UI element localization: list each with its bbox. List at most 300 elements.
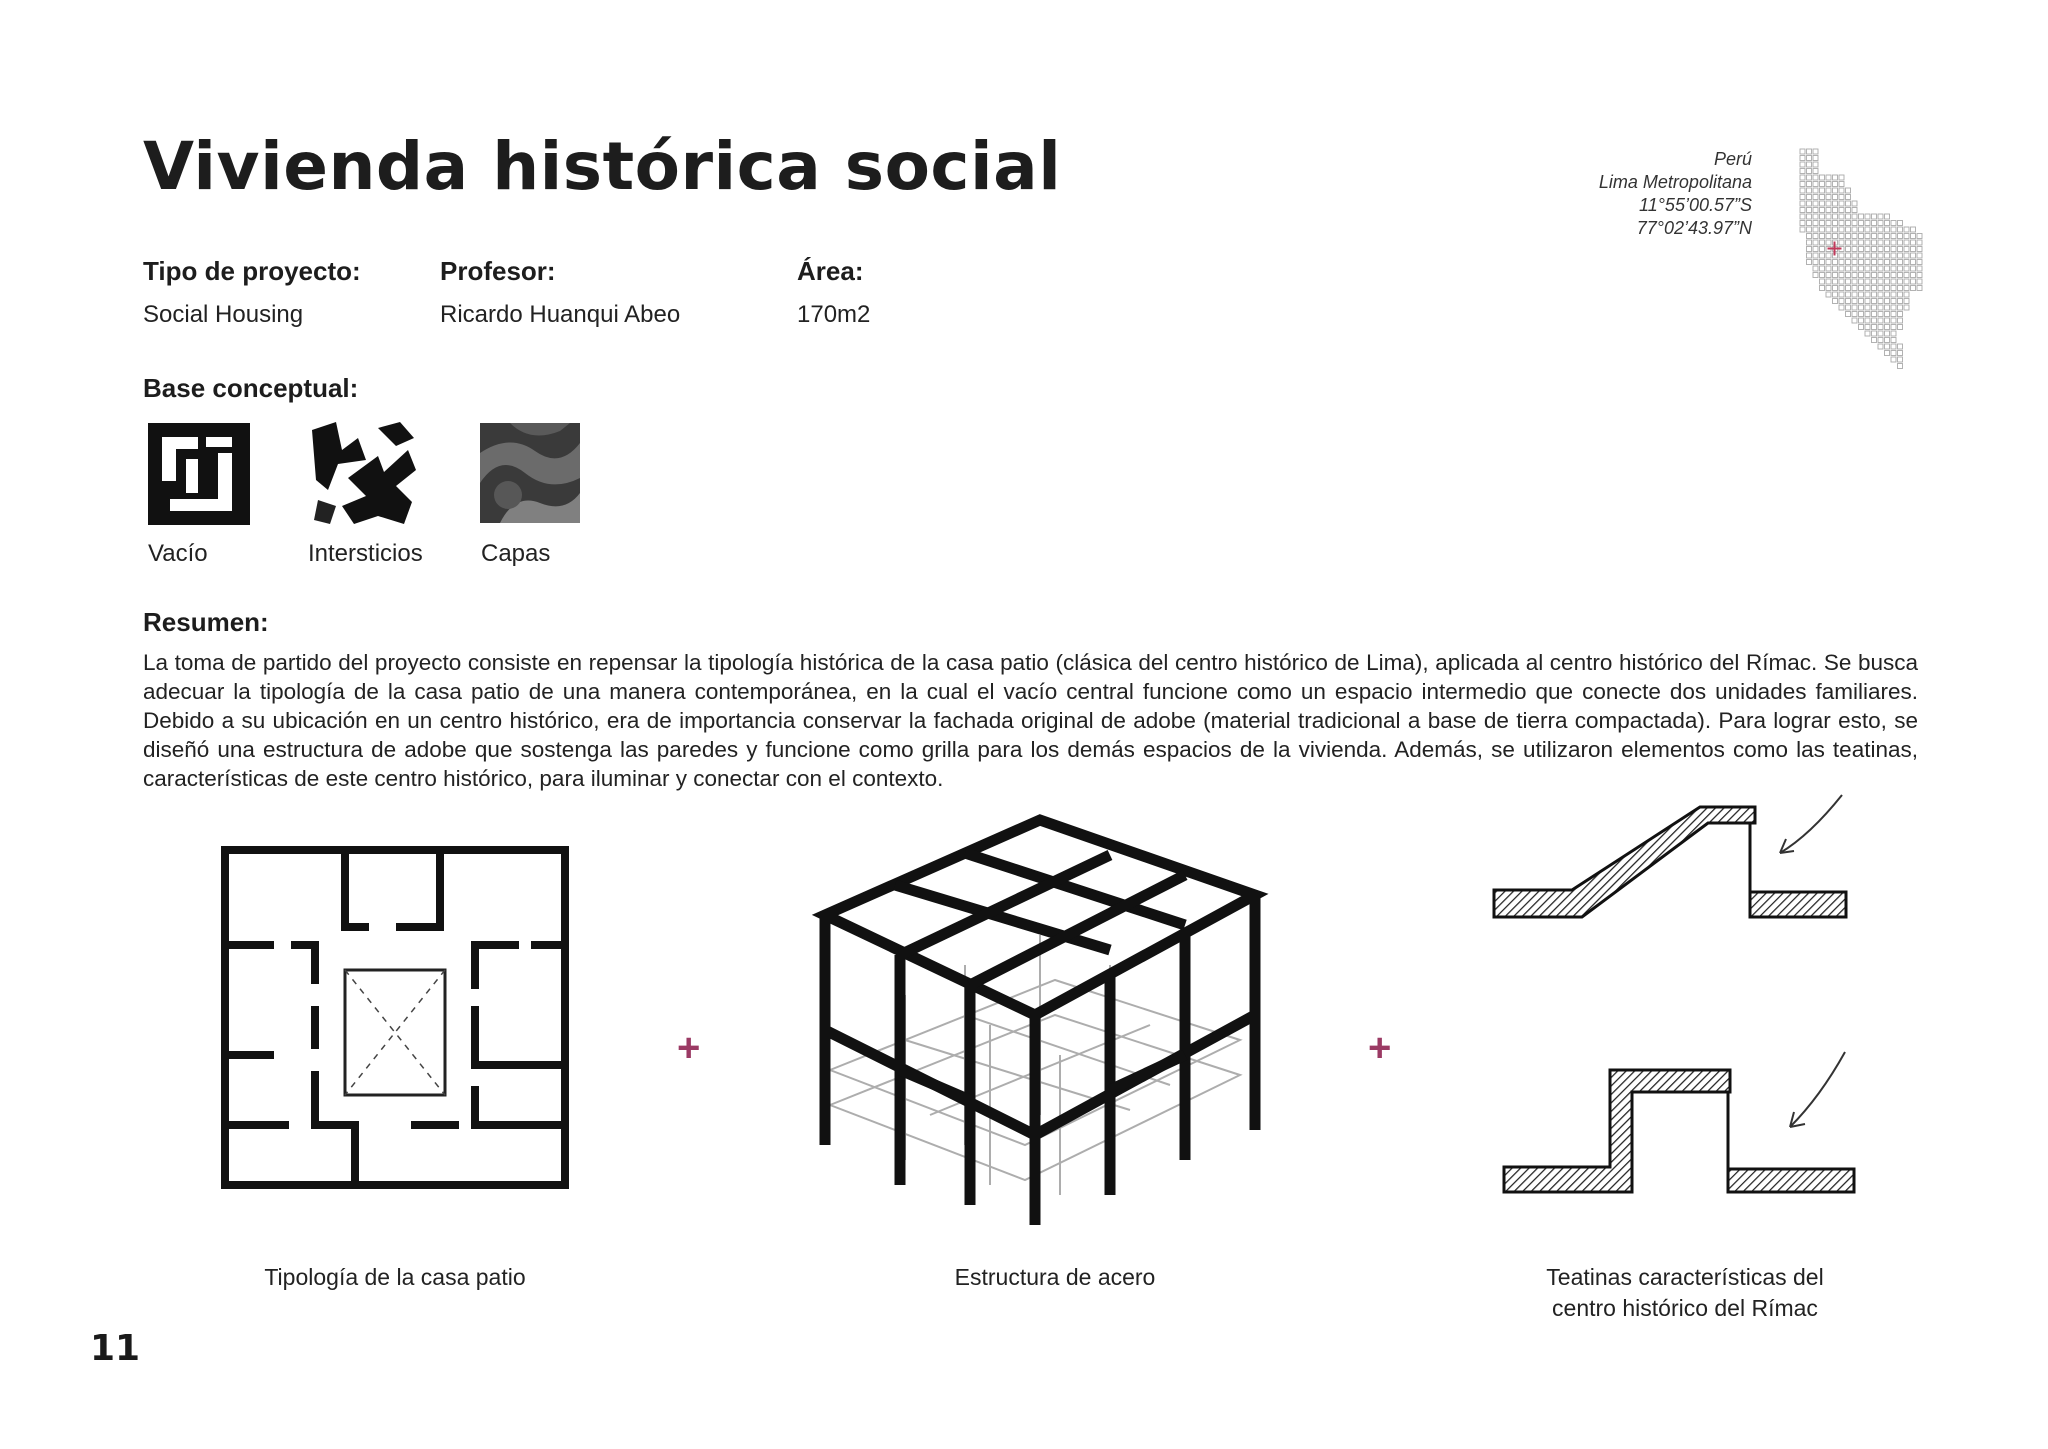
- map-dot: [1878, 214, 1883, 219]
- map-dot: [1852, 247, 1857, 252]
- map-dot: [1826, 195, 1831, 200]
- map-dot: [1813, 247, 1818, 252]
- map-dot: [1878, 338, 1883, 343]
- location-latitude: 11°55’00.57”S: [1639, 195, 1752, 215]
- map-dot: [1898, 312, 1903, 317]
- map-dot: [1859, 227, 1864, 232]
- map-dot: [1859, 312, 1864, 317]
- map-dot: [1878, 247, 1883, 252]
- map-dot: [1859, 325, 1864, 330]
- map-dot: [1917, 286, 1922, 291]
- map-dot: [1839, 305, 1844, 310]
- map-dot: [1846, 286, 1851, 291]
- map-dot: [1885, 227, 1890, 232]
- map-dot: [1813, 156, 1818, 161]
- map-dot: [1904, 253, 1909, 258]
- map-dot: [1872, 312, 1877, 317]
- map-dot: [1820, 182, 1825, 187]
- map-dot: [1839, 299, 1844, 304]
- map-dot: [1846, 253, 1851, 258]
- map-dot: [1813, 234, 1818, 239]
- plus-sign-1: +: [677, 1026, 701, 1070]
- map-dot: [1839, 234, 1844, 239]
- map-dot: [1813, 221, 1818, 226]
- map-dot: [1846, 305, 1851, 310]
- map-dot: [1807, 234, 1812, 239]
- map-dot: [1813, 188, 1818, 193]
- map-dot: [1800, 188, 1805, 193]
- map-dot: [1807, 156, 1812, 161]
- map-dot: [1807, 253, 1812, 258]
- summary-heading: Resumen:: [143, 607, 269, 637]
- map-dot: [1891, 331, 1896, 336]
- map-dot: [1878, 234, 1883, 239]
- map-dot: [1820, 286, 1825, 291]
- map-dot: [1807, 169, 1812, 174]
- map-dot: [1904, 266, 1909, 271]
- map-dot: [1885, 305, 1890, 310]
- map-dot: [1839, 279, 1844, 284]
- map-dot: [1826, 253, 1831, 258]
- map-dot: [1807, 227, 1812, 232]
- location-longitude: 77°02’43.97”N: [1636, 218, 1752, 238]
- map-dot: [1820, 175, 1825, 180]
- map-dot: [1826, 273, 1831, 278]
- map-dot: [1878, 292, 1883, 297]
- map-dot: [1885, 331, 1890, 336]
- map-dot: [1891, 234, 1896, 239]
- map-dot: [1891, 286, 1896, 291]
- map-dot: [1826, 214, 1831, 219]
- map-dot: [1807, 201, 1812, 206]
- map-dot: [1846, 195, 1851, 200]
- map-dot: [1885, 253, 1890, 258]
- map-dot: [1813, 240, 1818, 245]
- map-dot: [1852, 279, 1857, 284]
- map-dot: [1885, 266, 1890, 271]
- professor-value: Ricardo Huanqui Abeo: [440, 301, 681, 328]
- map-dot: [1826, 175, 1831, 180]
- map-dot: [1820, 234, 1825, 239]
- map-dot: [1859, 299, 1864, 304]
- map-dot: [1911, 227, 1916, 232]
- map-dot: [1826, 201, 1831, 206]
- map-dot: [1891, 325, 1896, 330]
- map-dot: [1800, 227, 1805, 232]
- map-dot: [1800, 221, 1805, 226]
- map-dot: [1807, 188, 1812, 193]
- map-dot: [1859, 240, 1864, 245]
- map-dot: [1898, 234, 1903, 239]
- map-dot: [1872, 305, 1877, 310]
- map-dot: [1839, 260, 1844, 265]
- map-dot: [1911, 253, 1916, 258]
- map-dot: [1826, 188, 1831, 193]
- map-dot: [1885, 214, 1890, 219]
- map-dot: [1911, 279, 1916, 284]
- page-title: Vivienda histórica social: [143, 128, 1062, 205]
- map-dot: [1885, 273, 1890, 278]
- map-dot: [1852, 221, 1857, 226]
- map-dot: [1872, 279, 1877, 284]
- map-dot: [1820, 227, 1825, 232]
- concept-label-void: Vacío: [148, 540, 208, 567]
- map-dot: [1852, 273, 1857, 278]
- map-dot: [1800, 149, 1805, 154]
- map-dot: [1885, 312, 1890, 317]
- map-dot: [1904, 247, 1909, 252]
- map-dot: [1807, 260, 1812, 265]
- map-dot: [1865, 227, 1870, 232]
- map-dot: [1865, 266, 1870, 271]
- map-dot: [1917, 266, 1922, 271]
- map-dot: [1833, 182, 1838, 187]
- map-dot: [1878, 221, 1883, 226]
- project-type-label: Tipo de proyecto:: [143, 256, 361, 286]
- map-dot: [1872, 247, 1877, 252]
- map-dot: [1885, 351, 1890, 356]
- map-dot: [1820, 201, 1825, 206]
- map-dot: [1820, 260, 1825, 265]
- map-dot: [1878, 273, 1883, 278]
- map-dot: [1833, 260, 1838, 265]
- map-dot: [1852, 201, 1857, 206]
- map-dot: [1852, 266, 1857, 271]
- map-dot: [1878, 253, 1883, 258]
- map-dot: [1898, 240, 1903, 245]
- map-dot: [1872, 325, 1877, 330]
- map-dot: [1859, 305, 1864, 310]
- map-dot: [1813, 201, 1818, 206]
- teatina-sloped-section-diagram: [1490, 795, 1860, 925]
- map-dot: [1800, 175, 1805, 180]
- map-dot: [1807, 195, 1812, 200]
- map-dot: [1891, 305, 1896, 310]
- map-dot: [1820, 266, 1825, 271]
- map-dot: [1820, 195, 1825, 200]
- map-dot: [1878, 266, 1883, 271]
- plan-caption: Tipología de la casa patio: [264, 1264, 526, 1290]
- structure-caption: Estructura de acero: [954, 1264, 1156, 1290]
- map-dot: [1852, 253, 1857, 258]
- map-dot: [1911, 240, 1916, 245]
- map-dot: [1898, 325, 1903, 330]
- map-dot: [1839, 227, 1844, 232]
- map-dot: [1898, 273, 1903, 278]
- map-dot: [1898, 357, 1903, 362]
- map-dot: [1878, 240, 1883, 245]
- map-dot: [1833, 175, 1838, 180]
- map-dot: [1865, 318, 1870, 323]
- map-dot: [1839, 286, 1844, 291]
- map-dot: [1852, 286, 1857, 291]
- map-dot: [1859, 234, 1864, 239]
- map-dot: [1839, 240, 1844, 245]
- map-dot: [1872, 253, 1877, 258]
- map-dot: [1885, 279, 1890, 284]
- map-dot: [1852, 312, 1857, 317]
- map-dot: [1846, 208, 1851, 213]
- map-dot: [1911, 234, 1916, 239]
- map-dot: [1833, 299, 1838, 304]
- map-dot: [1833, 195, 1838, 200]
- map-dot: [1826, 266, 1831, 271]
- map-dot: [1859, 253, 1864, 258]
- map-dot: [1846, 188, 1851, 193]
- map-dot: [1846, 201, 1851, 206]
- map-dot: [1813, 266, 1818, 271]
- map-dot: [1917, 240, 1922, 245]
- teatinas-caption-line1: Teatinas características del: [1546, 1264, 1824, 1290]
- layers-texture-icon: [480, 423, 580, 523]
- map-dot: [1898, 344, 1903, 349]
- map-dot: [1852, 208, 1857, 213]
- professor-label: Profesor:: [440, 256, 556, 286]
- map-dot: [1891, 279, 1896, 284]
- map-dot: [1865, 221, 1870, 226]
- map-dot: [1872, 273, 1877, 278]
- map-dot: [1865, 286, 1870, 291]
- map-dot: [1891, 273, 1896, 278]
- map-dot: [1891, 312, 1896, 317]
- map-dot: [1833, 201, 1838, 206]
- area-label: Área:: [797, 256, 864, 286]
- location-region: Lima Metropolitana: [1598, 172, 1752, 192]
- map-dot: [1807, 149, 1812, 154]
- map-dot: [1800, 201, 1805, 206]
- map-dot: [1839, 182, 1844, 187]
- map-dot: [1839, 214, 1844, 219]
- map-dot: [1846, 273, 1851, 278]
- map-dot: [1813, 208, 1818, 213]
- map-dot: [1813, 214, 1818, 219]
- map-dot: [1872, 240, 1877, 245]
- map-dot: [1865, 292, 1870, 297]
- map-dot: [1852, 299, 1857, 304]
- map-dot: [1898, 266, 1903, 271]
- map-dot: [1826, 208, 1831, 213]
- map-dot: [1904, 305, 1909, 310]
- map-dot: [1865, 331, 1870, 336]
- map-dot: [1833, 266, 1838, 271]
- map-dot: [1917, 273, 1922, 278]
- map-dot: [1885, 240, 1890, 245]
- map-dot: [1878, 299, 1883, 304]
- map-dot: [1904, 292, 1909, 297]
- map-dot: [1898, 279, 1903, 284]
- location-info: [1492, 148, 1752, 240]
- map-dot: [1885, 221, 1890, 226]
- lima-dot-map: [1790, 145, 1960, 395]
- map-dot: [1846, 234, 1851, 239]
- map-dot: [1833, 279, 1838, 284]
- map-dot: [1800, 195, 1805, 200]
- map-dot: [1852, 318, 1857, 323]
- map-dot: [1872, 318, 1877, 323]
- map-dot: [1826, 221, 1831, 226]
- map-dot: [1859, 286, 1864, 291]
- map-dot: [1898, 260, 1903, 265]
- map-dot: [1885, 247, 1890, 252]
- map-dot: [1865, 312, 1870, 317]
- map-dot: [1904, 234, 1909, 239]
- page-number: 11: [90, 1328, 141, 1369]
- map-dot: [1872, 266, 1877, 271]
- map-dot: [1826, 182, 1831, 187]
- map-dot: [1859, 260, 1864, 265]
- map-dot: [1891, 318, 1896, 323]
- map-dot: [1833, 273, 1838, 278]
- map-dot: [1917, 247, 1922, 252]
- map-dot: [1885, 286, 1890, 291]
- map-dot: [1839, 208, 1844, 213]
- map-dot: [1891, 299, 1896, 304]
- map-dot: [1865, 273, 1870, 278]
- map-dot: [1878, 318, 1883, 323]
- map-dot: [1872, 234, 1877, 239]
- map-dot: [1839, 253, 1844, 258]
- map-dot: [1904, 260, 1909, 265]
- map-dot: [1820, 279, 1825, 284]
- map-dot: [1885, 292, 1890, 297]
- map-dot: [1859, 292, 1864, 297]
- map-dot: [1898, 299, 1903, 304]
- map-dot: [1904, 279, 1909, 284]
- map-dot: [1833, 234, 1838, 239]
- map-dot: [1813, 253, 1818, 258]
- map-dot: [1904, 286, 1909, 291]
- concept-label-interstices: Intersticios: [308, 540, 423, 567]
- map-dot: [1898, 305, 1903, 310]
- map-dot: [1872, 221, 1877, 226]
- map-dot: [1885, 260, 1890, 265]
- location-country: Perú: [1713, 149, 1752, 169]
- map-dot: [1865, 325, 1870, 330]
- map-dot: [1833, 286, 1838, 291]
- map-dot: [1846, 240, 1851, 245]
- map-dot: [1846, 214, 1851, 219]
- void-diagram-icon: [148, 423, 250, 525]
- map-dot: [1852, 234, 1857, 239]
- map-dot: [1878, 286, 1883, 291]
- map-dot: [1904, 273, 1909, 278]
- map-dot: [1891, 221, 1896, 226]
- map-dot: [1839, 221, 1844, 226]
- map-dot: [1885, 325, 1890, 330]
- map-dot: [1891, 292, 1896, 297]
- map-dot: [1852, 214, 1857, 219]
- map-dot: [1820, 253, 1825, 258]
- map-dot: [1820, 240, 1825, 245]
- map-dot: [1911, 260, 1916, 265]
- map-dot: [1885, 234, 1890, 239]
- map-dot: [1891, 351, 1896, 356]
- map-dot: [1807, 182, 1812, 187]
- map-dot: [1865, 260, 1870, 265]
- map-dot: [1898, 247, 1903, 252]
- map-dot: [1859, 279, 1864, 284]
- teatina-raised-section-diagram: [1500, 1052, 1870, 1197]
- map-dot: [1807, 175, 1812, 180]
- map-dot: [1839, 188, 1844, 193]
- map-dot: [1852, 260, 1857, 265]
- map-dot: [1839, 175, 1844, 180]
- map-dot: [1891, 338, 1896, 343]
- map-dot: [1911, 273, 1916, 278]
- map-dot: [1878, 312, 1883, 317]
- map-dot: [1878, 305, 1883, 310]
- map-dot: [1833, 227, 1838, 232]
- map-dot: [1846, 266, 1851, 271]
- map-dot: [1878, 344, 1883, 349]
- map-dot: [1839, 266, 1844, 271]
- map-dot: [1813, 149, 1818, 154]
- map-dot: [1859, 214, 1864, 219]
- map-dot: [1820, 188, 1825, 193]
- map-dot: [1872, 214, 1877, 219]
- map-dot: [1833, 214, 1838, 219]
- map-dot: [1813, 227, 1818, 232]
- map-dot: [1891, 253, 1896, 258]
- map-dot: [1911, 266, 1916, 271]
- map-dot: [1846, 299, 1851, 304]
- map-dot: [1865, 253, 1870, 258]
- map-dot: [1826, 292, 1831, 297]
- map-dot: [1898, 364, 1903, 369]
- map-dot: [1833, 188, 1838, 193]
- map-dot: [1878, 331, 1883, 336]
- map-dot: [1800, 169, 1805, 174]
- map-dot: [1917, 253, 1922, 258]
- map-dot: [1904, 227, 1909, 232]
- map-dot: [1904, 240, 1909, 245]
- map-dot: [1898, 253, 1903, 258]
- map-dot: [1826, 227, 1831, 232]
- map-dot: [1813, 273, 1818, 278]
- map-dot: [1800, 156, 1805, 161]
- concept-heading: Base conceptual:: [143, 373, 359, 403]
- map-dot: [1839, 195, 1844, 200]
- project-type-value: Social Housing: [143, 301, 304, 328]
- map-dot: [1813, 182, 1818, 187]
- map-dot: [1846, 260, 1851, 265]
- map-dot: [1885, 299, 1890, 304]
- map-dot: [1813, 260, 1818, 265]
- map-dot: [1885, 318, 1890, 323]
- map-dot: [1885, 338, 1890, 343]
- map-dot: [1852, 227, 1857, 232]
- map-dot: [1820, 208, 1825, 213]
- map-dot: [1872, 299, 1877, 304]
- map-dot: [1865, 299, 1870, 304]
- map-dot: [1852, 240, 1857, 245]
- map-dot: [1813, 169, 1818, 174]
- map-dot: [1852, 305, 1857, 310]
- map-dot: [1872, 260, 1877, 265]
- map-dot: [1859, 273, 1864, 278]
- map-dot: [1820, 247, 1825, 252]
- map-dot: [1807, 162, 1812, 167]
- teatinas-caption-line2: centro histórico del Rímac: [1552, 1295, 1818, 1321]
- map-dot: [1826, 234, 1831, 239]
- plus-sign-2: +: [1368, 1026, 1392, 1070]
- map-dot: [1865, 279, 1870, 284]
- map-dot: [1813, 195, 1818, 200]
- map-dot: [1872, 227, 1877, 232]
- map-dot: [1833, 292, 1838, 297]
- map-dot: [1826, 240, 1831, 245]
- map-dot: [1859, 221, 1864, 226]
